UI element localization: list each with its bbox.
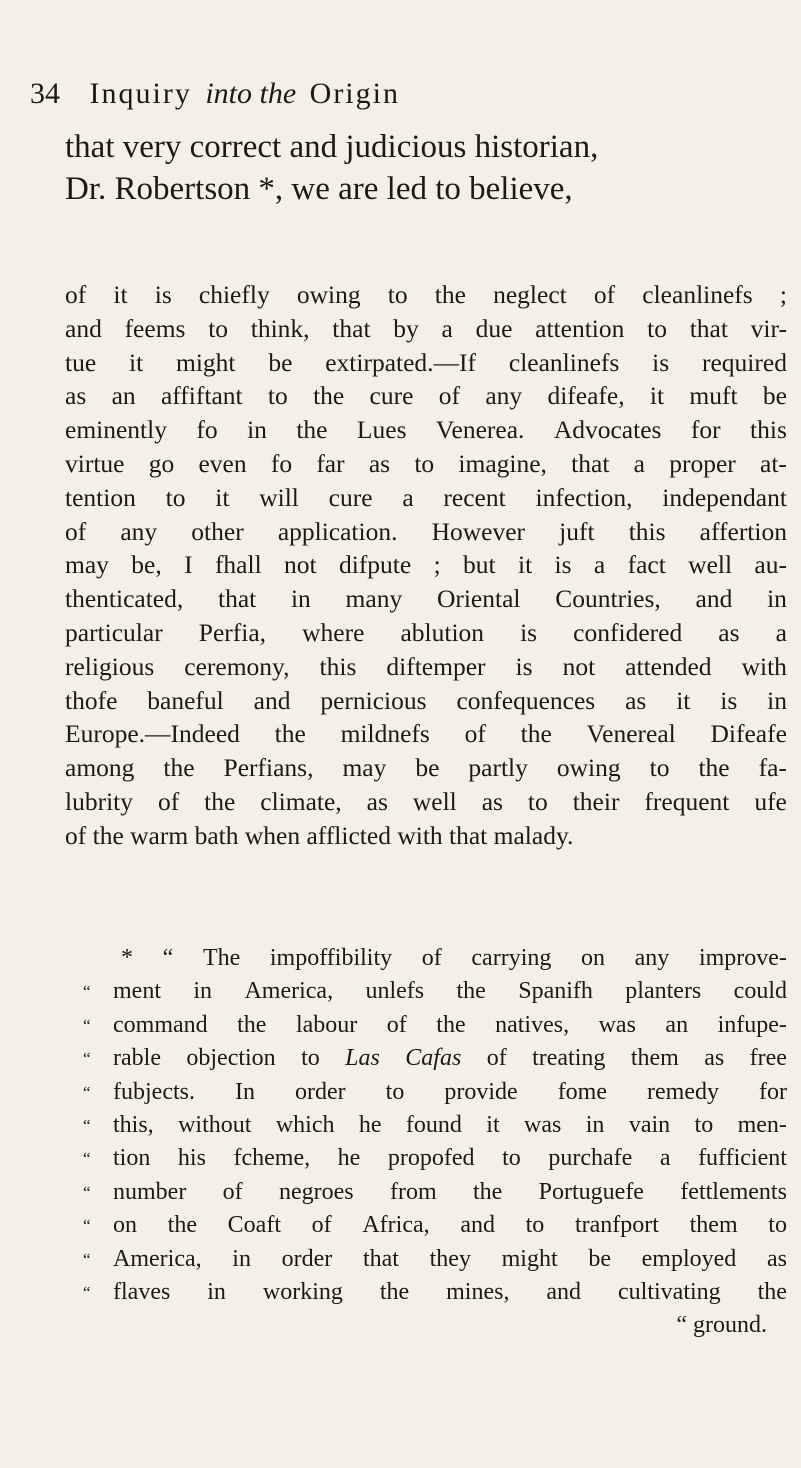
footnote-line: * “ The impoffibility of carrying on any improve-	[121, 945, 787, 971]
header-title-into-the: into the	[205, 77, 297, 110]
body-line: particular Perfia, where ablution is confidered as a	[65, 617, 787, 647]
footnote-line: “ America, in order that they might be employed as	[65, 1243, 787, 1276]
footnote-line: “ on the Coaft of Africa, and to tranfport them to	[65, 1209, 787, 1242]
body-line: thenticated, that in many Oriental Countries, and in	[65, 584, 787, 614]
body-line: virtue go even fo far as to imagine, that a proper at-	[65, 448, 787, 478]
body-line: may be, I fhall not difpute ; but it is a fact well au-	[65, 550, 787, 580]
footnote-line: “ command the labour of the natives, was an infupe-	[65, 1009, 787, 1042]
text-line: Dr. Robertson *, we are led to believe,	[65, 171, 573, 207]
quote-mark: “	[83, 1082, 91, 1102]
body-line: Europe.—Indeed the mildnefs of the Venereal Difeafe	[65, 719, 787, 749]
page-number: 34	[30, 77, 60, 110]
quote-mark: “	[83, 1182, 91, 1202]
heading-continuation	[65, 126, 787, 210]
body-line: of the warm bath when afflicted with that malady.	[65, 820, 574, 850]
footnote-line: “ this, without which he found it was in vain to men-	[65, 1109, 787, 1142]
footnote-line: “ fubjects. In order to provide fome remedy for	[65, 1076, 787, 1109]
body-line: tention to it will cure a recent infection, independant	[65, 482, 787, 512]
quote-mark: “	[83, 1216, 91, 1236]
header-title-origin: Origin	[309, 77, 400, 110]
footnote-line: “ rable objection to Las Cafas of treating them as free	[65, 1042, 787, 1075]
body-line: thofe baneful and pernicious confequences as it is in	[65, 685, 787, 715]
body-line: and feems to think, that by a due attention to that vir-	[65, 313, 787, 343]
quote-mark: “	[83, 1283, 91, 1303]
footnote-line: “ tion his fcheme, he propofed to purchafe a fufficient	[65, 1142, 787, 1175]
quote-mark: “	[83, 1149, 91, 1169]
body-line: of it is chiefly owing to the neglect of cleanlinefs ;	[65, 280, 787, 309]
quote-mark: “	[83, 1249, 91, 1269]
body-line: tue it might be extirpated.—If cleanlinefs is required	[65, 347, 787, 377]
body-line: among the Perfians, may be partly owing to the fa-	[65, 753, 787, 783]
body-line: religious ceremony, this diftemper is not attended with	[65, 651, 787, 681]
quote-mark: “	[83, 1015, 91, 1035]
running-header	[30, 74, 770, 114]
quote-mark: “	[83, 1049, 91, 1069]
body-line: of any other application. However juft this affertion	[65, 516, 787, 546]
footnote-line: “ number of negroes from the Portuguefe fettlements	[65, 1176, 787, 1209]
catchword: “ ground.	[676, 1312, 767, 1339]
body-paragraph	[65, 278, 787, 853]
body-line: as an affiftant to the cure of any difeafe, it muft be	[65, 381, 787, 411]
text-line: that very correct and judicious historian,	[65, 129, 599, 165]
footnote-line: “ flaves in working the mines, and cultivating the	[65, 1276, 787, 1309]
header-title-inquiry: Inquiry	[89, 77, 192, 110]
footnote-line: “ ment in America, unlefs the Spanifh planters could	[65, 975, 787, 1008]
footnote	[65, 942, 787, 1343]
quote-mark: “	[83, 982, 91, 1002]
quote-mark: “	[83, 1116, 91, 1136]
body-line: lubrity of the climate, as well as to their frequent ufe	[65, 786, 787, 816]
body-line: eminently fo in the Lues Venerea. Advocates for this	[65, 415, 787, 445]
